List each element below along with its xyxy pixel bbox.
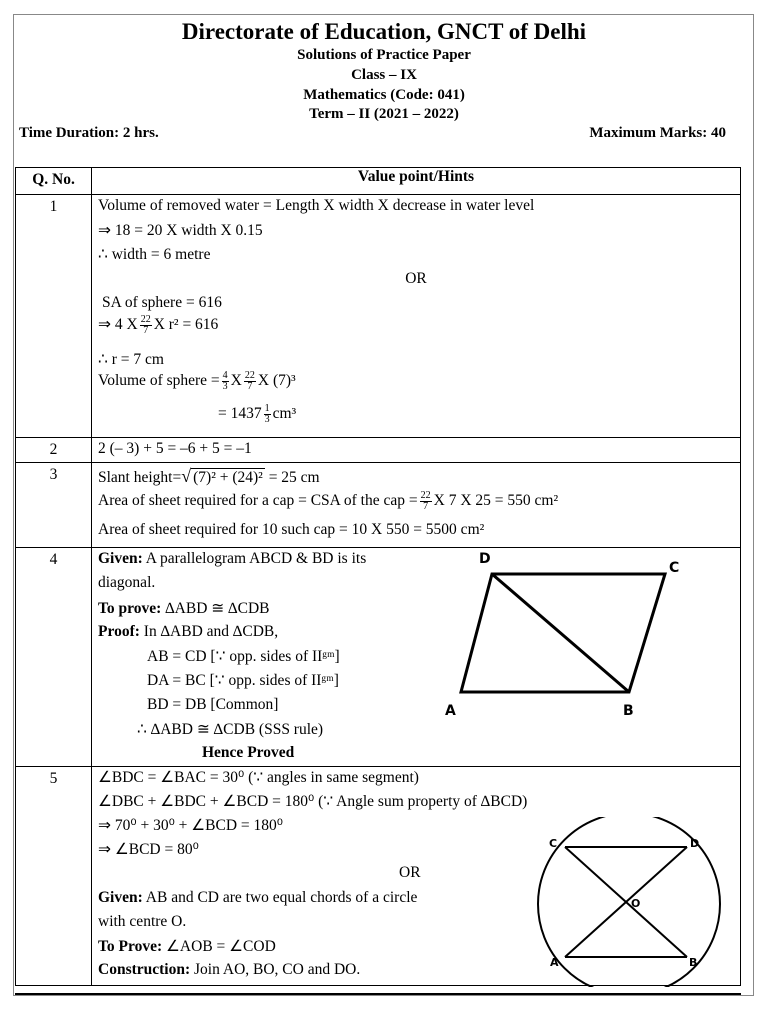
term-label: Term – II (2021 – 2022) [309,106,459,122]
proof-line: Proof: In ∆ABD and ∆CDB, [98,623,279,640]
or-separator: OR [405,270,427,287]
answer-line: ∴ width = 6 metre [98,246,211,263]
answer-cell [92,463,741,548]
vertex-label: B [623,703,634,719]
diagonal-bd [492,574,629,692]
vertex-label: A [550,956,559,969]
given-line: Given: AB and CD are two equal chords of a circle [98,889,418,906]
vertex-label: C [549,837,558,850]
vertex-label: A [445,703,456,719]
answer-line: with centre O. [98,913,187,930]
answer-line: Area of sheet required for a cap = CSA of the cap = $\frac{22}{7}$ X 7 X 25 = 550 cm² [98,490,559,512]
answer-line: SA of sphere = 616 [102,294,222,311]
fraction: $\frac{22}{7}$ [244,370,255,392]
fraction: $\frac{22}{7}$ [420,490,431,512]
table-row [16,767,741,986]
answer-cell [92,548,741,767]
question-number: 5 [16,767,92,986]
answer-line: DA = BC [∵ opp. sides of IIᵍᵐ] [147,672,339,689]
fraction: $\frac{22}{7}$ [140,314,151,336]
answer-line: AB = CD [∵ opp. sides of IIᵍᵐ] [147,648,340,665]
to-prove-line: To Prove: ∠AOB = ∠COD [98,938,276,955]
answer-line: diagonal. [98,574,156,591]
or-separator: OR [399,864,421,881]
page-title: Directorate of Education, GNCT of Delhi [181,19,587,44]
table-header-row [16,168,741,195]
answer-line: ⇒ 4 X $\frac{22}{7}$ X r² = 616 [98,314,219,336]
question-number: 2 [16,438,92,463]
bottom-rule [15,993,741,995]
answer-cell [92,767,741,986]
circle-figure [517,817,727,987]
answer-line: = 1437 $\frac{1}{3}$ cm³ [218,403,297,425]
column-header-qno: Q. No. [16,168,92,195]
answer-line: ⇒ 70⁰ + 30⁰ + ∠BCD = 180⁰ [98,817,283,834]
answer-line: ⇒ ∠BCD = 80⁰ [98,841,199,858]
hence-proved: Hence Proved [202,744,295,761]
answer-line: 2 (– 3) + 5 = –6 + 5 = –1 [98,440,252,457]
given-line: Given: A parallelogram ABCD & BD is its [98,550,367,567]
parallelogram-shape [461,574,665,692]
parallelogram-figure [437,548,697,723]
answer-line: Volume of removed water = Length X width X decrease in water level [98,197,535,214]
class-label: Class – IX [351,67,417,83]
answer-line: ∠BDC = ∠BAC = 30⁰ (∵ angles in same segment) [98,769,419,786]
subject-label: Mathematics (Code: 041) [303,87,465,103]
answer-line: Area of sheet required for 10 such cap = 10 X 550 = 5500 cm² [98,521,485,538]
question-number: 3 [16,463,92,548]
table-row [16,195,741,438]
fraction: $\frac{4}{3}$ [222,370,228,392]
answer-line: ∴ ∆ABD ≅ ∆CDB (SSS rule) [137,721,324,738]
construction-line: Construction: Join AO, BO, CO and DO. [98,961,361,978]
answer-line: ⇒ 18 = 20 X width X 0.15 [98,222,263,239]
question-number: 4 [16,548,92,767]
answer-cell [92,438,741,463]
centre-label: O [631,897,641,910]
answer-line: Slant height=√ (7)² + (24)² = 25 cm [98,466,320,486]
answer-line: Volume of sphere = $\frac{4}{3}$ X $\frac{22}{7}$ X (7)³ [98,370,296,392]
table-row [16,438,741,463]
vertex-label: C [669,560,680,576]
fraction: $\frac{1}{3}$ [264,403,270,425]
answer-line: BD = DB [Common] [147,696,279,713]
table-row [16,463,741,548]
question-number: 1 [16,195,92,438]
to-prove-line: To prove: ∆ABD ≅ ∆CDB [98,600,270,617]
vertex-label: D [479,551,491,567]
column-header-hints: Value point/Hints [92,168,741,195]
solutions-table [15,167,741,986]
answer-line: ∴ r = 7 cm [98,351,164,368]
maximum-marks: Maximum Marks: 40 [589,125,726,141]
answer-line: ∠DBC + ∠BDC + ∠BCD = 180⁰ (∵ Angle sum property of ∆BCD) [98,793,528,810]
paper-subtitle: Solutions of Practice Paper [297,47,471,63]
vertex-label: D [690,837,700,850]
time-duration: Time Duration: 2 hrs. [19,125,159,141]
answer-cell [92,195,741,438]
vertex-label: B [689,956,698,969]
table-row [16,548,741,767]
